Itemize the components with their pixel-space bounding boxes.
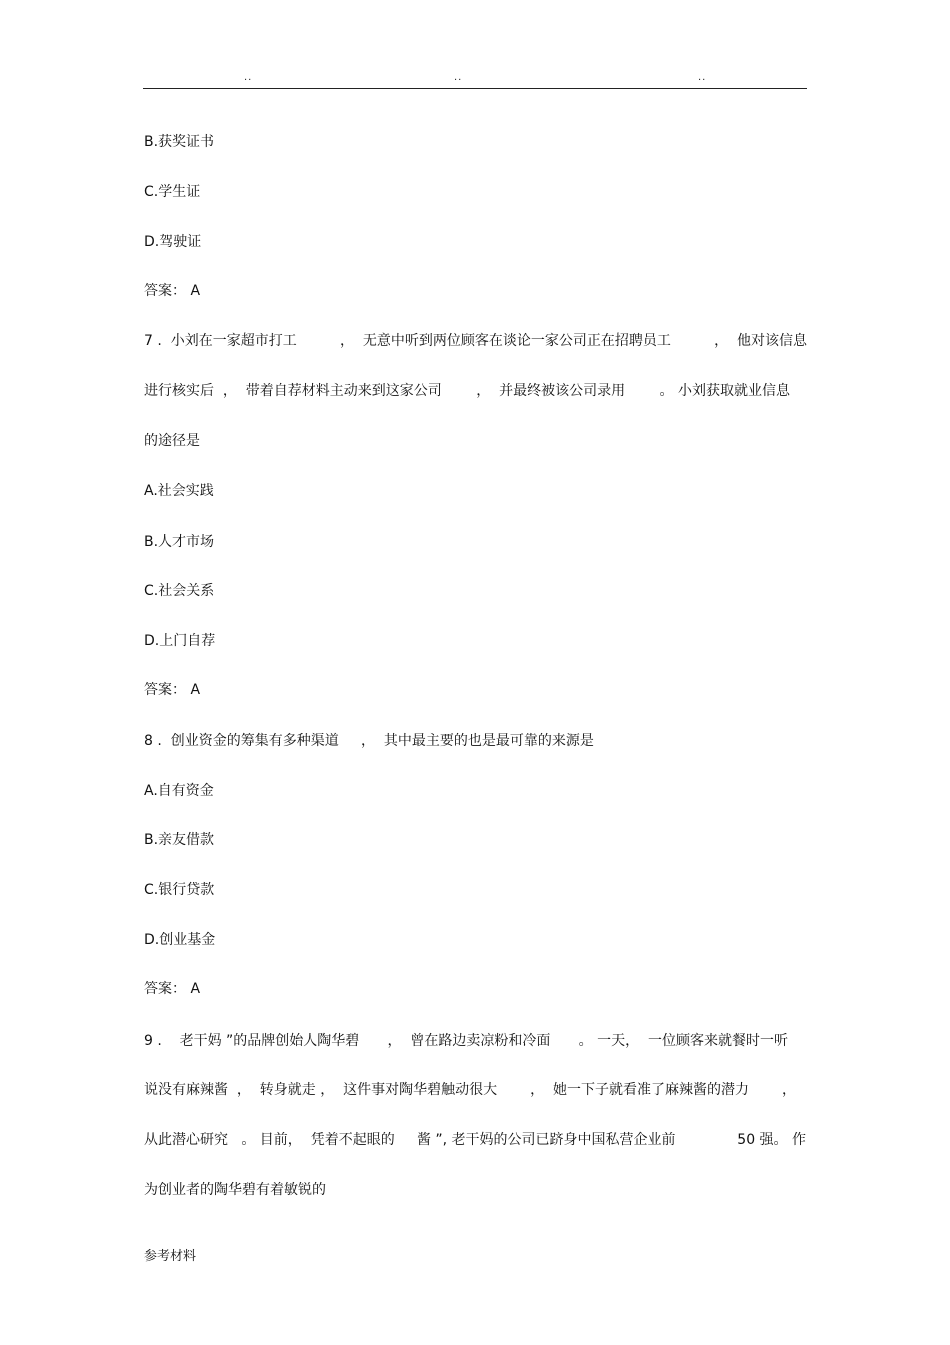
- header-dots-right: ..: [698, 72, 707, 83]
- q6-option-d: D.驾驶证: [144, 234, 202, 250]
- q8-option-c: C.银行贷款: [144, 882, 215, 898]
- q8-stem: 8 . 创业资金的筹集有多种渠道 ， 其中最主要的也是最可靠的来源是: [144, 733, 594, 749]
- q8-option-d: D.创业基金: [144, 932, 216, 948]
- q7-line2-part3: 。 小刘获取就业信息: [659, 383, 790, 399]
- q9-line2-part3: ，: [782, 1082, 796, 1098]
- q9-line1-part3: 。 一天， 一位顾客来就餐时一听: [578, 1033, 788, 1049]
- q7-option-c: C.社会关系: [144, 583, 215, 599]
- q7-stem-line-3: 的途径是: [144, 433, 200, 449]
- q6-option-c: C.学生证: [144, 184, 201, 200]
- q8-answer: 答案： A: [144, 981, 201, 997]
- q6-answer: 答案： A: [144, 283, 201, 299]
- q7-line1-part2: ， 无意中听到两位顾客在谈论一家公司正在招聘员工: [339, 333, 671, 349]
- q9-line3-part2: 50 强。 作: [737, 1132, 806, 1148]
- q9-stem-line-4: 为创业者的陶华碧有着敏锐的: [144, 1182, 326, 1198]
- q7-stem-line-2: [144, 382, 790, 400]
- q9-line1-part1: 9 . 老干妈 ”的品牌创始人陶华碧: [144, 1033, 360, 1049]
- q9-line1-part2: ， 曾在路边卖凉粉和冷面: [387, 1033, 551, 1049]
- header-dots-left: ..: [244, 72, 253, 83]
- q7-option-d: D.上门自荐: [144, 633, 216, 649]
- q6-option-b: B.获奖证书: [144, 134, 215, 150]
- q9-line2-part1: 说没有麻辣酱 ， 转身就走 ， 这件事对陶华碧触动很大: [144, 1082, 498, 1098]
- q7-option-a: A.社会实践: [144, 483, 214, 499]
- q7-line1-part3: ， 他对该信息: [714, 333, 807, 349]
- q8-option-a: A.自有资金: [144, 783, 214, 799]
- q7-answer: 答案： A: [144, 682, 201, 698]
- header-dots-center: ..: [454, 72, 463, 83]
- header-rule: [143, 88, 807, 89]
- q9-stem-line-3: [144, 1131, 806, 1149]
- q7-option-b: B.人才市场: [144, 534, 215, 550]
- q8-option-b: B.亲友借款: [144, 832, 215, 848]
- q9-stem-line-1: [144, 1032, 788, 1050]
- q7-line2-part1: 进行核实后 ， 带着自荐材料主动来到这家公司: [144, 383, 442, 399]
- q7-line1-part1: 7 . 小刘在一家超市打工: [144, 333, 297, 349]
- q9-line2-part2: ， 她一下子就看准了麻辣酱的潜力: [530, 1082, 750, 1098]
- q7-line2-part2: ， 并最终被该公司录用: [476, 383, 626, 399]
- footer-label: 参考材料: [144, 1249, 197, 1264]
- q7-stem-line-1: [144, 332, 807, 350]
- q9-stem-line-2: [144, 1081, 796, 1099]
- q9-line3-part1: 从此潜心研究 。 目前， 凭着不起眼的 酱 ”, 老干妈的公司已跻身中国私营企业前: [144, 1132, 676, 1148]
